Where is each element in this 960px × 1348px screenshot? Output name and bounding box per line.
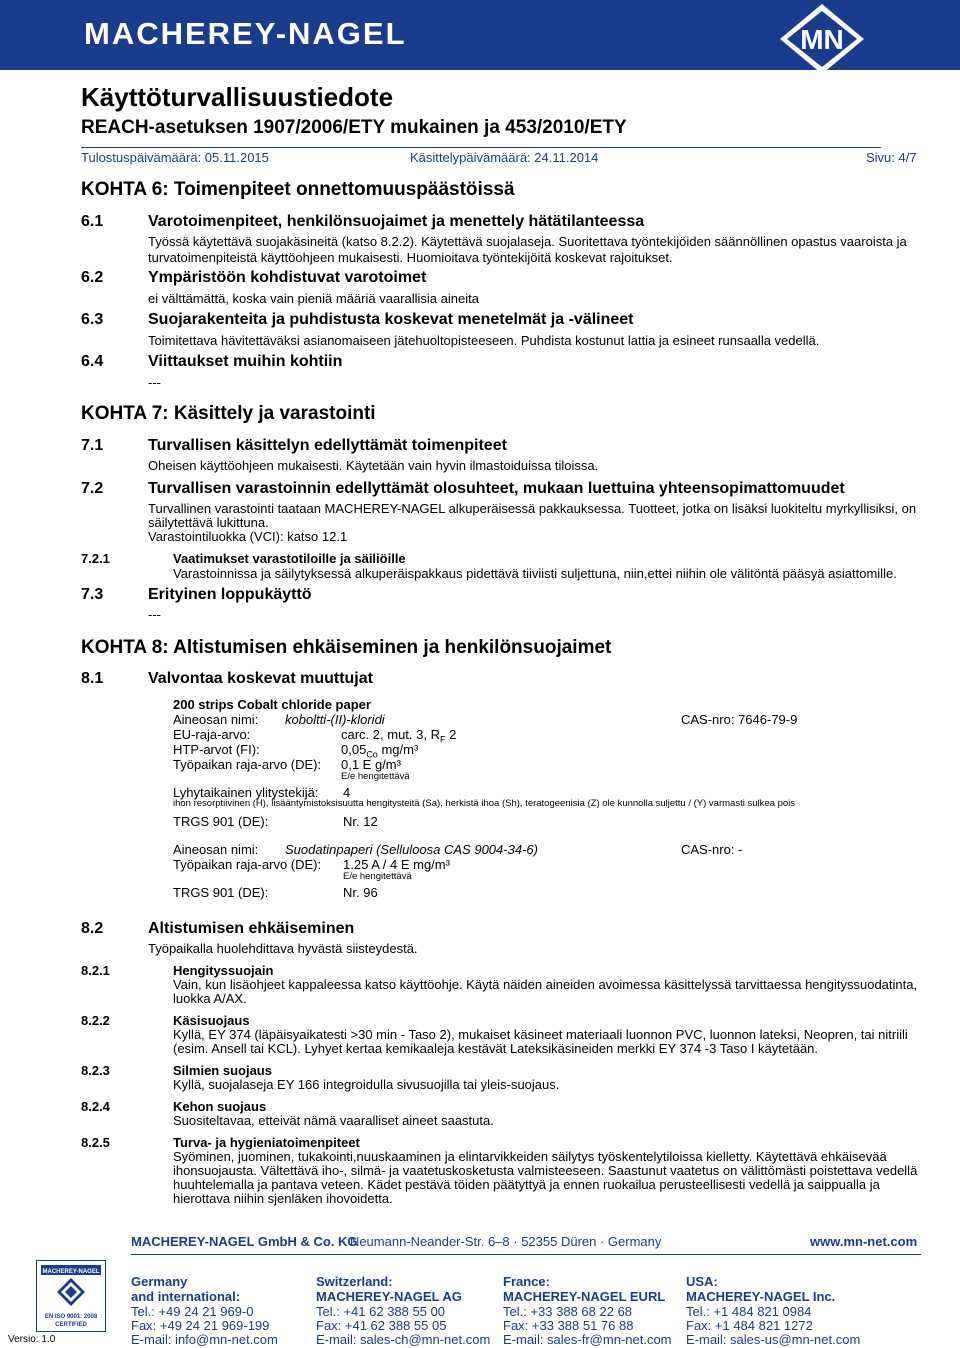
document-title: Käyttöturvallisuustiedote xyxy=(81,82,394,112)
text-6-1-line1: Työssä käytettävä suojakäsineitä (katso 8.2.2). Käytettävä suojalaseja. Suoritettava työntekijöiden säännöllinen opastus vaaroista ja xyxy=(148,234,907,249)
comp2-trgs-label: TRGS 901 (DE): xyxy=(173,885,269,900)
heading-8-2-5: 8.2.5 Turva- ja hygieniatoimenpiteet xyxy=(81,1135,360,1150)
svg-text:EN ISO 9001: 2008: EN ISO 9001: 2008 xyxy=(44,1314,98,1320)
header-divider xyxy=(81,147,881,148)
footer-web: www.mn-net.com xyxy=(810,1234,918,1249)
comp1-trgs-value: Nr. 12 xyxy=(343,814,378,829)
heading-8-2-1: 8.2.1 Hengityssuojain xyxy=(81,963,274,978)
section-7-title: KOHTA 7: Käsittely ja varastointi xyxy=(81,403,376,424)
comp1-htp-label: HTP-arvot (FI): xyxy=(173,742,260,757)
version: Versio: 1.0 xyxy=(8,1334,56,1345)
text-6-1-line2: turvatoimenpiteistä käyttöohjeen mukaisesti. Huomioitava työntekijöitä koskevat rajoitukset. xyxy=(148,250,673,265)
text-8-2-2-line1: Kyllä, EY 374 (läpäisyaikatesti >30 min - Taso 2), mukaiset käsineet materiaali luonnon PVC, luonnon lateksi, Neopren, tai nitriili xyxy=(173,1027,908,1042)
text-7-2-1: Varastoinnissa ja säilytyksessä alkuperäispakkaus pidettävä tiiviisti suljettuna, niin,ettei niihin ole välitöntä pääsyä asiattomille. xyxy=(173,566,897,581)
footer-usa-h2: MACHEREY-NAGEL Inc. xyxy=(686,1289,836,1304)
footer-germany-tel: Tel.: +49 24 21 969-0 xyxy=(131,1304,254,1319)
comp1-name-label: Aineosan nimi: xyxy=(173,712,259,727)
print-date: Tulostuspäivämäärä: 05.11.2015 xyxy=(81,150,269,165)
footer-usa-h1: USA: xyxy=(686,1274,718,1289)
text-8-2-1-line1: Vain, kun lisäohjeet kappaleessa katso käyttöohje. Käytä näiden aineiden avoimessa käsittelyssä tarvittaessa hengityssuodatinta, xyxy=(173,977,918,992)
comp2-name-label: Aineosan nimi: xyxy=(173,842,259,857)
comp1-short-label: Lyhytaikainen ylitystekijä: xyxy=(173,785,319,800)
text-8-2-4: Suositeltavaa, etteivät nämä vaaralliset aineet saastuta. xyxy=(173,1113,494,1128)
product-name: 200 strips Cobalt chloride paper xyxy=(173,697,371,712)
comp1-eu-value: carc. 2, mut. 3, $R_F$ 2 xyxy=(341,727,457,745)
text-8-2-5-line1: Syöminen, juominen, tukakointi,nuuskaaminen ja elintarvikkeiden säilytys työskentelytiloissa kielletty. Käytettävä ehkäisevää xyxy=(173,1149,887,1164)
section-8-title: KOHTA 8: Altistumisen ehkäiseminen ja henkilönsuojaimet xyxy=(81,637,612,658)
footer-germany-h1: Germany xyxy=(131,1274,188,1289)
comp1-work-value: 0,1 E g/m³ xyxy=(341,757,401,772)
processing-date: Käsittelypäivämäärä: 24.11.2014 xyxy=(410,150,599,165)
comp2-name: Suodatinpaperi (Selluloosa CAS 9004-34-6) xyxy=(285,842,538,857)
comp1-name: koboltti-(II)-kloridi xyxy=(285,712,385,727)
footer xyxy=(0,1230,960,1348)
text-8-2-3: Kyllä, suojalaseja EY 166 integroidulla sivusuojilla tai yleis-suojaus. xyxy=(173,1077,560,1092)
text-7-2-line3: Varastointiluokka (VCI): katso 12.1 xyxy=(148,529,348,544)
comp1-cas: CAS-nro: 7646-79-9 xyxy=(681,712,798,727)
footer-switzerland-email: E-mail: sales-ch@mn-net.com xyxy=(316,1332,491,1347)
text-8-2-5-line3: huuhtelemalla ja pantava veteen. Kädet pestävä töiden päätyttyä ja ennen ruokailua perusteellisesti vedellä ja saippualla ja xyxy=(173,1177,880,1192)
heading-6-3: 6.3 Suojarakenteita ja puhdistusta koskevat menetelmät ja -välineet xyxy=(81,311,634,328)
text-6-4: --- xyxy=(148,375,161,390)
comp1-notes: ihon resorptiivinen (H), lisääntymistoksisuutta hengitysteitä (Sa), herkistä ihoa (Sh), teratogeenisia (Z) ole kunnolla suljettu / (Y) varmasti sulkea pois xyxy=(173,798,795,809)
text-6-2: ei välttämättä, koska vain pieniä määriä vaarallisia aineita xyxy=(148,291,479,306)
footer-usa-email: E-mail: sales-us@mn-net.com xyxy=(686,1332,861,1347)
svg-text:MACHEREY-NAGEL: MACHEREY-NAGEL xyxy=(42,1269,100,1275)
heading-7-1: 7.1 Turvallisen käsittelyn edellyttämät toimenpiteet xyxy=(81,437,507,454)
brand-name: MACHEREY-NAGEL xyxy=(84,16,407,51)
text-8-2: Työpaikalla huolehdittava hyvästä siisteydestä. xyxy=(148,941,418,956)
comp1-htp-value: $0,05_{Co}$ mg/m³ xyxy=(341,742,419,760)
footer-company: MACHEREY-NAGEL GmbH & Co. KG xyxy=(131,1234,358,1249)
text-7-2-line1: Turvallinen varastointi taataan MACHEREY-NAGEL alkuperäisessä pakkauksessa. Tuotteet, jotka on lisäksi luokiteltu myrkyllisiksi, on xyxy=(148,501,917,516)
footer-germany-email: E-mail: info@mn-net.com xyxy=(131,1332,278,1347)
document-subtitle: REACH-asetuksen 1907/2006/ETY mukainen ja 453/2010/ETY xyxy=(81,117,627,138)
comp1-short-value: 4 xyxy=(343,785,351,800)
heading-6-4: 6.4 Viittaukset muihin kohtiin xyxy=(81,353,343,370)
comp2-trgs-value: Nr. 96 xyxy=(343,885,378,900)
footer-france-h2: MACHEREY-NAGEL EURL xyxy=(503,1289,666,1304)
mn-logo-icon xyxy=(778,2,866,76)
comp2-work-label: Työpaikan raja-arvo (DE): xyxy=(173,857,322,872)
heading-8-2-4: 8.2.4 Kehon suojaus xyxy=(81,1099,267,1114)
footer-germany-h2: and international: xyxy=(131,1289,241,1304)
footer-usa-tel: Tel.: +1 484 821 0984 xyxy=(686,1304,812,1319)
footer-switzerland-h1: Switzerland: xyxy=(316,1274,393,1289)
comp2-cas: CAS-nro: - xyxy=(681,842,743,857)
heading-8-2: 8.2 Altistumisen ehkäiseminen xyxy=(81,920,355,937)
footer-france-h1: France: xyxy=(503,1274,550,1289)
footer-france-fax: Fax: +33 388 51 76 88 xyxy=(503,1318,634,1333)
text-8-2-5-line4: hierottava niihin sjenläken ihovoidetta. xyxy=(173,1191,393,1206)
footer-switzerland-fax: Fax: +41 62 388 55 05 xyxy=(316,1318,447,1333)
text-7-3: --- xyxy=(148,607,161,622)
comp2-work-note: E/e hengitettävä xyxy=(343,871,412,882)
footer-address: · Neumann-Neander-Str. 6–8 · 52355 Düren · Germany xyxy=(342,1234,662,1249)
certification-logo xyxy=(36,1260,106,1332)
footer-france-email: E-mail: sales-fr@mn-net.com xyxy=(503,1332,672,1347)
text-8-2-2-line2: (esim. Ansell tai KCL). Lyhyet kertaa kemikaaleja kestävät Lateksikäsineiden merkki EY 374 -3 Taso I käytetään. xyxy=(173,1041,819,1056)
heading-6-2: 6.2 Ympäristöön kohdistuvat varotoimet xyxy=(81,269,427,286)
text-7-1: Oheisen käyttöohjeen mukaisesti. Käytetään vain hyvin ilmastoiduissa tiloissa. xyxy=(148,458,599,473)
comp2-work-value: 1.25 A / 4 E mg/m³ xyxy=(343,857,450,872)
heading-8-2-3: 8.2.3 Silmien suojaus xyxy=(81,1063,272,1078)
heading-7-2-1: 7.2.1 Vaatimukset varastotiloille ja säiliöille xyxy=(81,551,406,566)
footer-switzerland-tel: Tel.: +41 62 388 55 00 xyxy=(316,1304,446,1319)
footer-france-tel: Tel.: +33 388 68 22 68 xyxy=(503,1304,633,1319)
comp1-work-label: Työpaikan raja-arvo (DE): xyxy=(173,757,322,772)
comp1-work-note: E/e hengitettävä xyxy=(341,771,410,782)
logo-text: MN xyxy=(800,24,844,55)
text-6-3: Toimitettava hävitettäväksi asianomaiseen jätehuoltopisteeseen. Puhdista kostunut lattia ja esineet runsaalla vedellä. xyxy=(148,333,820,348)
heading-8-2-2: 8.2.2 Käsisuojaus xyxy=(81,1013,250,1028)
text-8-2-5-line2: ihonsuojausta. Vältettävä iho-, silmä- ja vaatetuskosketusta valmisteeseen. Saastunut vaatetus on välittömästi poistettava vedellä xyxy=(173,1163,918,1178)
header-bar xyxy=(0,0,960,70)
footer-usa-fax: Fax: +1 484 821 1272 xyxy=(686,1318,813,1333)
certificate-icon xyxy=(37,1261,105,1331)
heading-7-2: 7.2 Turvallisen varastoinnin edellyttämät olosuhteet, mukaan luettuina yhteensopimattomuudet xyxy=(81,480,845,497)
comp1-trgs-label: TRGS 901 (DE): xyxy=(173,814,269,829)
text-7-2-line2: säilytettävä lukittuna. xyxy=(148,515,269,530)
heading-8-1: 8.1 Valvontaa koskevat muuttujat xyxy=(81,670,373,687)
comp1-eu-label: EU-raja-arvo: xyxy=(173,727,251,742)
text-8-2-1-line2: luokka A/AX. xyxy=(173,991,247,1006)
heading-6-1: 6.1 Varotoimenpiteet, henkilönsuojaimet ja menettely hätätilanteessa xyxy=(81,213,645,230)
footer-divider xyxy=(131,1254,921,1255)
svg-text:CERTIFIED: CERTIFIED xyxy=(55,1322,87,1328)
section-6-title: KOHTA 6: Toimenpiteet onnettomuuspäästöissä xyxy=(81,179,515,200)
footer-switzerland-h2: MACHEREY-NAGEL AG xyxy=(316,1289,462,1304)
heading-7-3: 7.3 Erityinen loppukäyttö xyxy=(81,586,312,603)
page-number: Sivu: 4/7 xyxy=(866,150,917,165)
footer-germany-fax: Fax: +49 24 21 969-199 xyxy=(131,1318,270,1333)
